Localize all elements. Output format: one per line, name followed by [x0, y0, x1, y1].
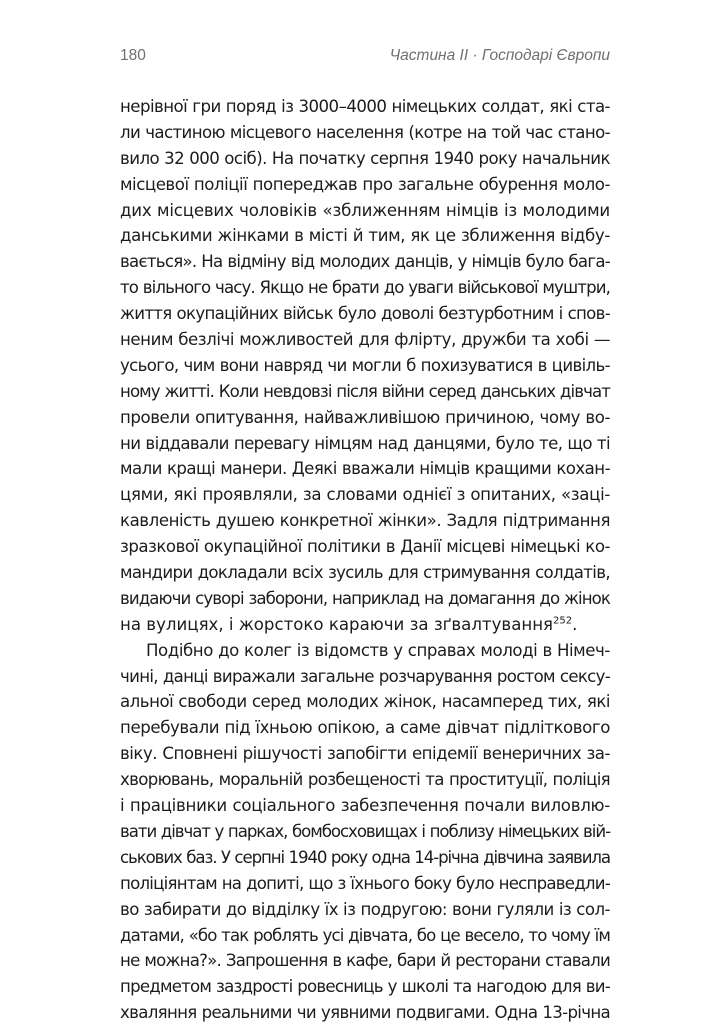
text-line: данськими жінками в місті й тим, як це зближення відбу- — [120, 226, 610, 246]
text-line: провели опитування, найважливішою причиною, чому во- — [120, 407, 610, 427]
text-line: во забирати до відділку їх із подругою: вони гуляли із сол- — [120, 899, 610, 919]
text-line: мандири докладали всіх зусиль для стримування солдатів, — [120, 563, 610, 583]
text-line: дих місцевих чоловіків «зближенням німців із молодими — [120, 200, 610, 220]
paragraph-1 — [120, 94, 610, 638]
text-line: нерівної гри поряд із 3000–4000 німецьких солдат, які ста- — [120, 97, 610, 116]
text-line-content: на вулицях, і жорстоко караючи за зґвалтування — [120, 614, 554, 634]
footnote-reference[interactable]: 252 — [553, 615, 573, 627]
text-line: то вільного часу. Якщо не брати до уваги військової муштри, — [120, 278, 610, 298]
text-line: віку. Сповнені рішучості запобігти епідемії венеричних за- — [120, 744, 610, 764]
text-line: ли частиною місцевого населення (котре на той час стано- — [120, 122, 610, 142]
text-line: цями, які проявляли, за словами однієї з опитаних, «заці- — [120, 485, 610, 505]
text-line: і працівники соціального забезпечення почали виловлю- — [120, 796, 610, 816]
text-line: Подібно до колег із відомств у справах молоді в Німеч- — [146, 640, 610, 660]
text-line: предметом заздрості ровесниць у школі та нагодою для ви- — [120, 977, 610, 997]
paragraph-2 — [120, 638, 610, 1026]
body-text — [120, 94, 610, 1026]
text-line: хворювань, моральній розбещеності та проституції, поліція — [120, 770, 610, 790]
text-line: перебували під їхньою опікою, а саме дівчат підліткового — [120, 718, 610, 738]
text-line: неним безлічі можливостей для флірту, дружби та хобі — — [120, 330, 610, 350]
text-line: вається». На відміну від молодих данців, у німців було бага- — [120, 252, 610, 272]
text-line: альної свободи серед молодих жінок, насамперед тих, які — [120, 692, 610, 712]
text-line: датами, «бо так роблять усі дівчата, бо це весело, то чому їм — [120, 925, 610, 945]
text-line: ськових баз. У серпні 1940 року одна 14-річна дівчина заявила — [120, 847, 610, 867]
page-header — [120, 47, 610, 71]
sentence-period: . — [572, 614, 578, 634]
text-line: хваляння реальними чи уявними подвигами. Одна 13-річна — [120, 1003, 610, 1023]
text-line — [120, 612, 610, 638]
text-line: вило 32 000 осіб). На початку серпня 1940 року начальник — [120, 148, 610, 168]
text-line: усього, чим вони навряд чи могли б похизуватися в цивіль- — [120, 355, 610, 375]
page-number: 180 — [120, 47, 146, 64]
text-line: зразкової окупаційної політики в Данії місцеві німецькі ко- — [120, 537, 610, 557]
text-line: чині, данці виражали загальне розчарування ростом сексу- — [120, 666, 610, 686]
text-line: не можна?». Запрошення в кафе, бари й ресторани ставали — [120, 951, 610, 971]
text-line: кавленість душею конкретної жінки». Задля підтримання — [120, 511, 610, 531]
text-line: життя окупаційних військ було доволі безтурботним і спов- — [120, 304, 610, 324]
text-line: місцевої поліції попереджав про загальне обурення моло- — [120, 174, 610, 194]
text-line: вати дівчат у парках, бомбосховищах і поблизу німецьких вій- — [120, 821, 610, 841]
text-line: ному житті. Коли невдовзі після війни серед данських дівчат — [120, 381, 610, 401]
text-line: ни віддавали перевагу німцям над данцями, було те, що ті — [120, 433, 610, 453]
text-line: мали кращі манери. Деякі вважали німців кращими кохан- — [120, 459, 610, 479]
text-line: поліціянтам на допиті, що з їхнього боку було несправедли- — [120, 873, 610, 893]
text-line: видаючи суворі заборони, наприклад на домагання до жінок — [120, 588, 610, 608]
running-title: Частина II · Господарі Європи — [389, 47, 610, 64]
